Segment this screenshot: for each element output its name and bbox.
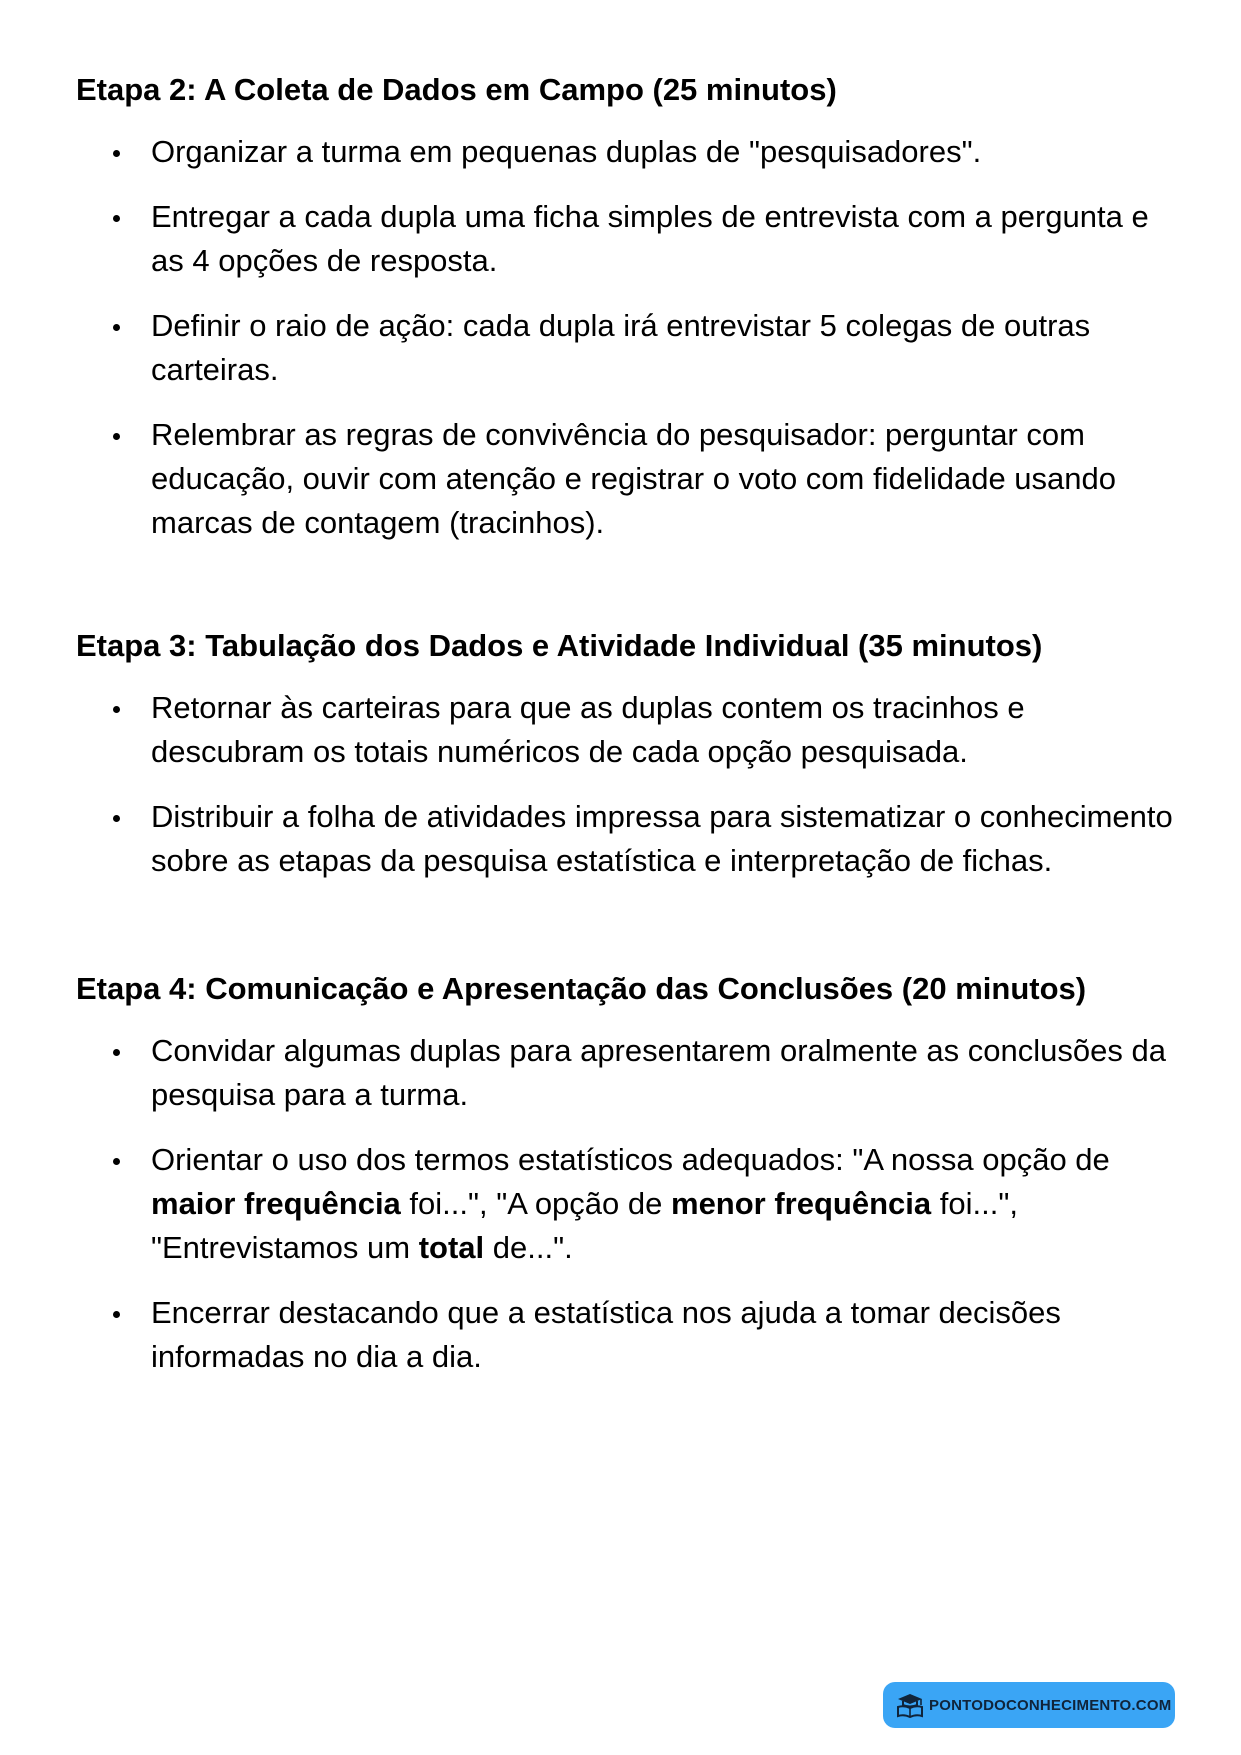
document-page [76,70,1176,1400]
bullet-icon [113,150,120,157]
bullet-icon [113,215,120,222]
section-spacer [76,904,1176,969]
text-run: foi...", "Entrevistamos um [151,1186,1018,1265]
bullet-icon [113,1158,120,1165]
bullet-icon [113,1311,120,1318]
bullet-icon [113,324,120,331]
section-title: Etapa 3: Tabulação dos Dados e Atividade Individual (35 minutos) [76,628,1043,663]
bullet-icon [113,1049,120,1056]
item-list [76,130,1176,545]
section-spacer [76,566,1176,626]
bold-term: maior frequência [151,1186,401,1221]
list-item-text [151,1142,1110,1265]
bullet-icon [113,706,120,713]
list-item-text: Encerrar destacando que a estatística nos ajuda a tomar decisões informadas no dia a dia. [151,1295,1061,1374]
list-item [76,304,1176,392]
list-item [76,1029,1176,1117]
brand-name: PONTODOCONHECIMENTO.COM [929,1696,1172,1714]
section-title: Etapa 4: Comunicação e Apresentação das Conclusões (20 minutos) [76,971,1087,1006]
list-item-text: Definir o raio de ação: cada dupla irá entrevistar 5 colegas de outras carteiras. [151,308,1091,387]
section-title: Etapa 2: A Coleta de Dados em Campo (25 minutos) [76,72,837,107]
item-list [76,1029,1176,1379]
list-item-text: Convidar algumas duplas para apresentarem oralmente as conclusões da pesquisa para a turma. [151,1033,1166,1112]
list-item-text: Relembrar as regras de convivência do pesquisador: perguntar com educação, ouvir com atenção e registrar o voto com fidelidade usando marcas de contagem (tracinhos). [151,417,1117,540]
bullet-icon [113,433,120,440]
list-item-text: Distribuir a folha de atividades impressa para sistematizar o conhecimento sobre as etapas da pesquisa estatística e interpretação de fichas. [151,799,1173,878]
list-item [76,195,1176,283]
list-item [76,413,1176,545]
graduation-book-icon [895,1692,925,1718]
list-item-text: Organizar a turma em pequenas duplas de "pesquisadores". [151,134,982,169]
text-run: Orientar o uso dos termos estatísticos adequados: "A nossa opção de [151,1142,1110,1177]
list-item [76,795,1176,883]
list-item [76,1291,1176,1379]
item-list [76,686,1176,883]
section-etapa-2 [76,70,1176,545]
bold-term: total [418,1230,485,1265]
list-item [76,130,1176,174]
text-run: de...". [484,1230,573,1265]
list-item [76,686,1176,774]
list-item [76,1138,1176,1270]
brand-badge[interactable] [883,1682,1175,1728]
bold-term: menor frequência [671,1186,932,1221]
section-etapa-3 [76,626,1176,883]
text-run: foi...", "A opção de [400,1186,671,1221]
list-item-text: Entregar a cada dupla uma ficha simples de entrevista com a pergunta e as 4 opções de resposta. [151,199,1149,278]
section-etapa-4 [76,969,1176,1379]
list-item-text: Retornar às carteiras para que as duplas contem os tracinhos e descubram os totais numéricos de cada opção pesquisada. [151,690,1025,769]
bullet-icon [113,815,120,822]
